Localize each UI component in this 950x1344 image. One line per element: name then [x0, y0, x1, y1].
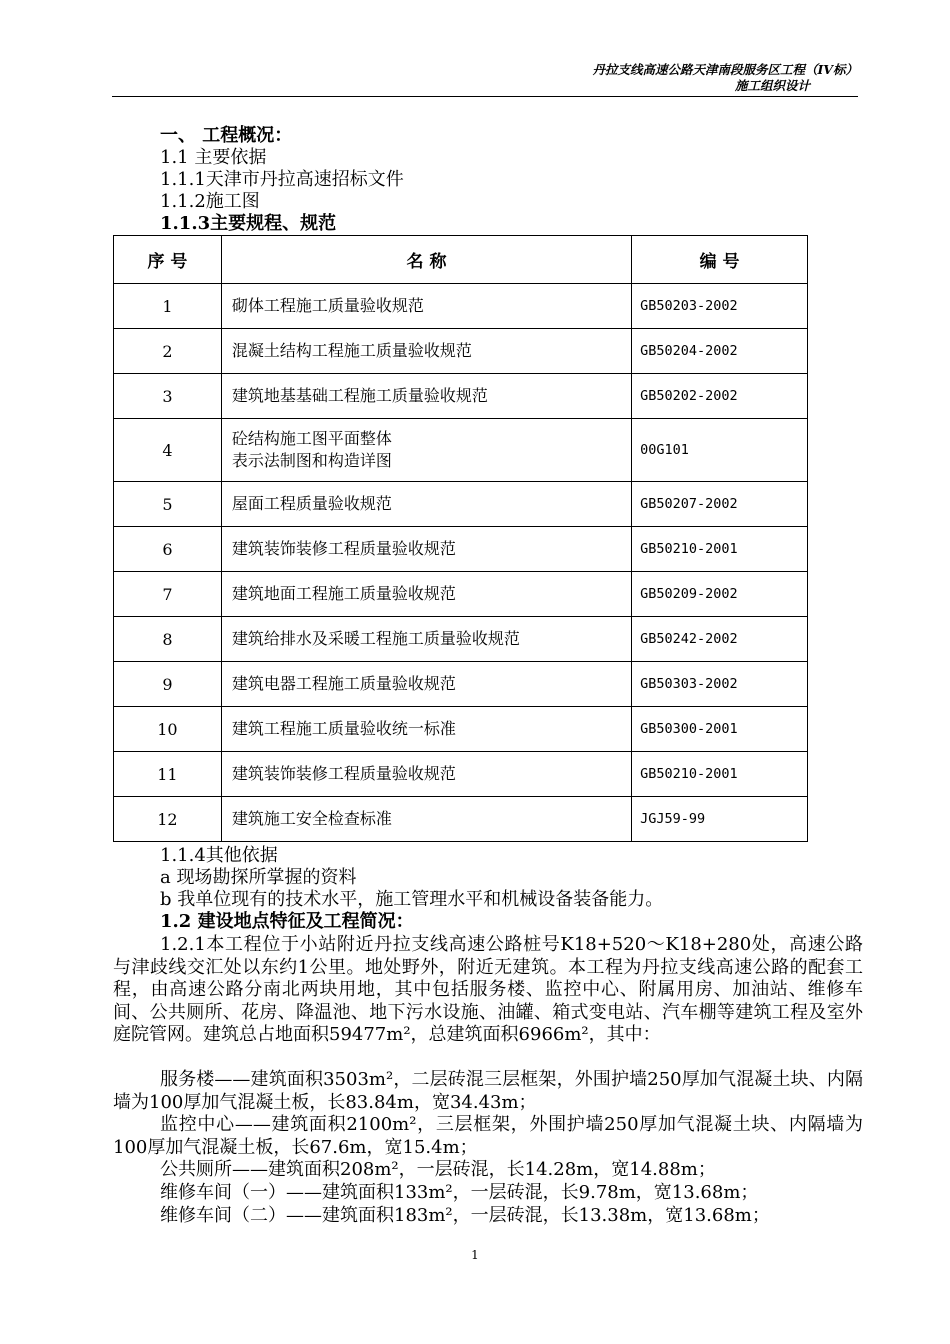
row-number: 4: [114, 419, 222, 482]
table-row: [114, 797, 808, 842]
row-number: 9: [114, 662, 222, 707]
row-number: 11: [114, 752, 222, 797]
row-number: 7: [114, 572, 222, 617]
paragraph-repair-workshop-2: 维修车间（二）——建筑面积183m²，一层砖混，长13.38m，宽13.68m；: [160, 1205, 770, 1226]
row-number: 3: [114, 374, 222, 419]
row-name: 混凝土结构工程施工质量验收规范: [221, 329, 631, 374]
row-code: GB50242-2002: [632, 617, 808, 662]
header-title: 丹拉支线高速公路天津南段服务区工程（IV标）: [592, 62, 858, 77]
heading-1-1-3: 1.1.3主要规程、规范: [160, 213, 337, 234]
row-code: GB50203-2002: [632, 284, 808, 329]
col-header-code: 编 号: [632, 236, 808, 284]
table-header-row: [114, 236, 808, 284]
row-code: 00G101: [632, 419, 808, 482]
heading-1-1-4: 1.1.4其他依据: [160, 845, 278, 866]
row-name: 砌体工程施工质量验收规范: [221, 284, 631, 329]
table-row: [114, 617, 808, 662]
paragraph-overview: 1.2.1本工程位于小站附近丹拉支线高速公路桩号K18+520～K18+280处，高速公路与津歧线交汇处以东约1公里。地处野外，附近无建筑。本工程为丹拉支线高速公路的配套工程，由高速公路分南北两块用地，其中包括服务楼、监控中心、附属用房、加油站、维修车间、公共厕所、花房、降温池、地下污水设施、油罐、箱式变电站、汽车棚等建筑工程及室外庭院管网。建筑总占地面积59477m²，总建筑面积6966m²，其中：: [113, 934, 863, 1045]
row-number: 8: [114, 617, 222, 662]
table-row: [114, 662, 808, 707]
table-row: [114, 752, 808, 797]
item-b: b 我单位现有的技术水平，施工管理水平和机械设备装备能力。: [160, 889, 664, 910]
row-code: GB50303-2002: [632, 662, 808, 707]
item-a: a 现场勘探所掌握的资料: [160, 867, 357, 888]
row-code: GB50209-2002: [632, 572, 808, 617]
paragraph-service-building: 服务楼——建筑面积3503m²，二层砖混三层框架，外围护墙250厚加气混凝土块、内隔墙为100厚加气混凝土板，长83.84m，宽34.43m；: [113, 1069, 863, 1113]
row-code: GB50207-2002: [632, 482, 808, 527]
row-name: 建筑施工安全检查标准: [221, 797, 631, 842]
row-code: GB50210-2001: [632, 752, 808, 797]
heading-1-1-2: 1.1.2施工图: [160, 191, 260, 212]
row-name: 砼结构施工图平面整体 表示法制图和构造详图: [221, 419, 631, 482]
heading-1-2: 1.2 建设地点特征及工程简况：: [160, 911, 414, 932]
row-number: 10: [114, 707, 222, 752]
row-name: 建筑装饰装修工程质量验收规范: [221, 752, 631, 797]
row-number: 6: [114, 527, 222, 572]
table-row: [114, 707, 808, 752]
table-row: [114, 482, 808, 527]
row-number: 2: [114, 329, 222, 374]
paragraph-monitoring-center: 监控中心——建筑面积2100m²，三层框架，外围护墙250厚加气混凝土块、内隔墙为100厚加气混凝土板，长67.6m，宽15.4m；: [113, 1114, 863, 1158]
row-name: 建筑给排水及采暖工程施工质量验收规范: [221, 617, 631, 662]
header-subtitle: 施工组织设计: [734, 78, 810, 93]
paragraph-repair-workshop-1: 维修车间（一）——建筑面积133m²，一层砖混，长9.78m，宽13.68m；: [160, 1182, 759, 1203]
row-name: 屋面工程质量验收规范: [221, 482, 631, 527]
row-number: 12: [114, 797, 222, 842]
page-number: 1: [471, 1248, 479, 1262]
section-title: 一、 工程概况：: [160, 125, 293, 146]
row-name: 建筑工程施工质量验收统一标准: [221, 707, 631, 752]
col-header-no: 序 号: [114, 236, 222, 284]
table-row: [114, 284, 808, 329]
table-row: [114, 329, 808, 374]
table-row: [114, 527, 808, 572]
table-row: [114, 374, 808, 419]
row-code: GB50210-2001: [632, 527, 808, 572]
table-row: [114, 419, 808, 482]
row-number: 1: [114, 284, 222, 329]
col-header-name: 名 称: [221, 236, 631, 284]
row-code: JGJ59-99: [632, 797, 808, 842]
heading-1-1: 1.1 主要依据: [160, 147, 267, 168]
row-code: GB50300-2001: [632, 707, 808, 752]
heading-1-1-1: 1.1.1天津市丹拉高速招标文件: [160, 169, 404, 190]
header-rule: [112, 96, 858, 97]
row-name: 建筑地面工程施工质量验收规范: [221, 572, 631, 617]
row-name: 建筑电器工程施工质量验收规范: [221, 662, 631, 707]
table-row: [114, 572, 808, 617]
row-code: GB50204-2002: [632, 329, 808, 374]
row-code: GB50202-2002: [632, 374, 808, 419]
row-name: 建筑装饰装修工程质量验收规范: [221, 527, 631, 572]
row-number: 5: [114, 482, 222, 527]
paragraph-public-toilet: 公共厕所——建筑面积208m²，一层砖混，长14.28m，宽14.88m；: [160, 1159, 716, 1180]
row-name: 建筑地基基础工程施工质量验收规范: [221, 374, 631, 419]
standards-table: [113, 235, 808, 842]
